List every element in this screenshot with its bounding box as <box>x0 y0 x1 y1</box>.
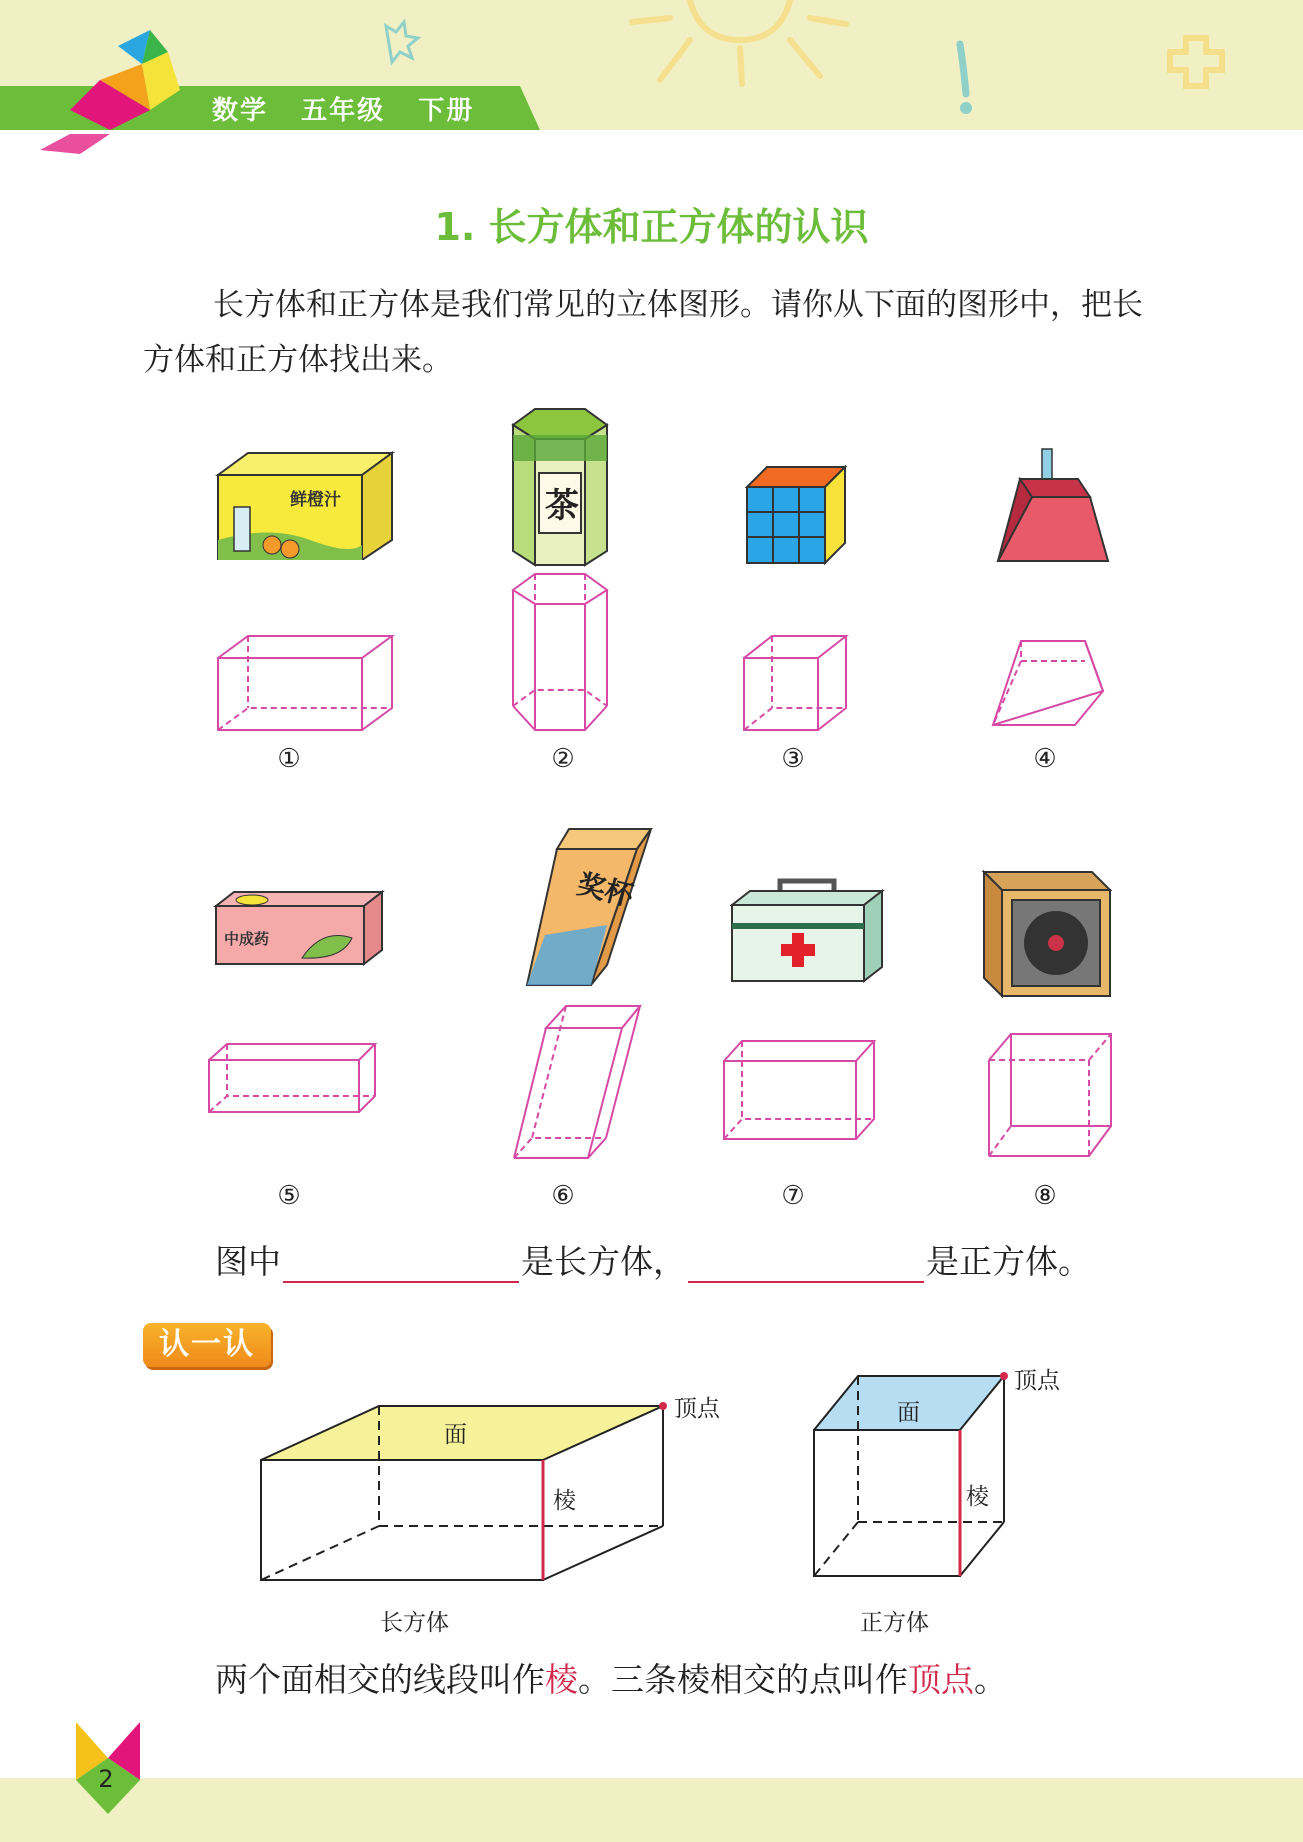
fill-in-sentence <box>215 1236 1091 1283</box>
medicine-label: 中成药 <box>224 930 270 948</box>
cuboid-vertex-dot <box>659 1402 667 1410</box>
figure-number: ⑤ <box>277 1181 301 1211</box>
medicine-box <box>212 888 387 968</box>
star-icon <box>386 22 418 62</box>
cube-vertex-label: 顶点 <box>1014 1368 1060 1394</box>
tea-can <box>505 405 615 570</box>
wireframe-cube-8 <box>985 1030 1115 1160</box>
cuboid-answer-blank[interactable] <box>283 1245 519 1283</box>
cube-edge-label: 棱 <box>966 1484 989 1510</box>
cuboid-edge-label: 棱 <box>553 1488 576 1514</box>
tangram-bird-icon <box>0 0 200 170</box>
wireframe-cuboid-5 <box>205 1038 380 1118</box>
cuboid-name-label: 长方体 <box>380 1610 449 1636</box>
tea-label: 茶 <box>545 486 579 526</box>
fill-suffix: 是正方体。 <box>926 1242 1091 1281</box>
wireframe-cuboid-1 <box>210 630 400 735</box>
cube-face-label: 面 <box>897 1400 920 1426</box>
wireframe-slanted-prism-6 <box>510 1000 650 1165</box>
trophy-box <box>525 825 655 990</box>
wireframe-cube-3 <box>740 630 850 735</box>
cube-answer-blank[interactable] <box>688 1245 924 1283</box>
wireframe-hexagonal-prism-2 <box>505 570 615 735</box>
first-aid-kit <box>730 875 885 985</box>
bottom-band <box>0 1778 1303 1842</box>
wireframe-frustum-4 <box>985 635 1110 730</box>
page-number: 2 <box>98 1765 114 1793</box>
page-title: 1. 长方体和正方体的认识 <box>434 205 869 249</box>
trophy-label: 奖杯 <box>574 867 637 913</box>
figure-number: ③ <box>781 744 805 774</box>
rubiks-cube <box>745 465 850 565</box>
section-badge: 认一认 <box>143 1323 271 1367</box>
figure-number: ⑦ <box>781 1181 805 1211</box>
wireframe-cuboid-7 <box>720 1035 880 1145</box>
definition-sentence: 两个面相交的线段叫作棱。三条棱相交的点叫作顶点。 <box>215 1660 1007 1699</box>
orange-juice-label: 鲜橙汁 <box>290 490 341 510</box>
header-title: 数学 五年级 下册 <box>212 96 475 126</box>
cube-vertex-dot <box>1000 1372 1008 1380</box>
plus-icon <box>1170 38 1222 86</box>
weight-block <box>990 445 1115 565</box>
figure-number: ① <box>277 744 301 774</box>
orange-juice-box <box>210 445 400 560</box>
fill-middle: 是长方体， <box>521 1242 686 1281</box>
intro-paragraph: 长方体和正方体是我们常见的立体图形。请你从下面的图形中，把长方体和正方体找出来。 <box>143 287 1143 378</box>
figure-number: ② <box>551 744 575 774</box>
cube-name-label: 正方体 <box>860 1610 929 1636</box>
figure-number: ④ <box>1033 744 1057 774</box>
speaker-box <box>982 870 1112 1000</box>
term-vertex: 顶点 <box>908 1660 974 1699</box>
fill-prefix: 图中 <box>215 1242 281 1281</box>
figure-number: ⑧ <box>1033 1181 1057 1211</box>
term-edge: 棱 <box>545 1660 578 1699</box>
figure-number: ⑥ <box>551 1181 575 1211</box>
cuboid-vertex-label: 顶点 <box>674 1396 720 1422</box>
exclamation-icon <box>960 44 966 94</box>
cuboid-face-label: 面 <box>444 1422 467 1448</box>
